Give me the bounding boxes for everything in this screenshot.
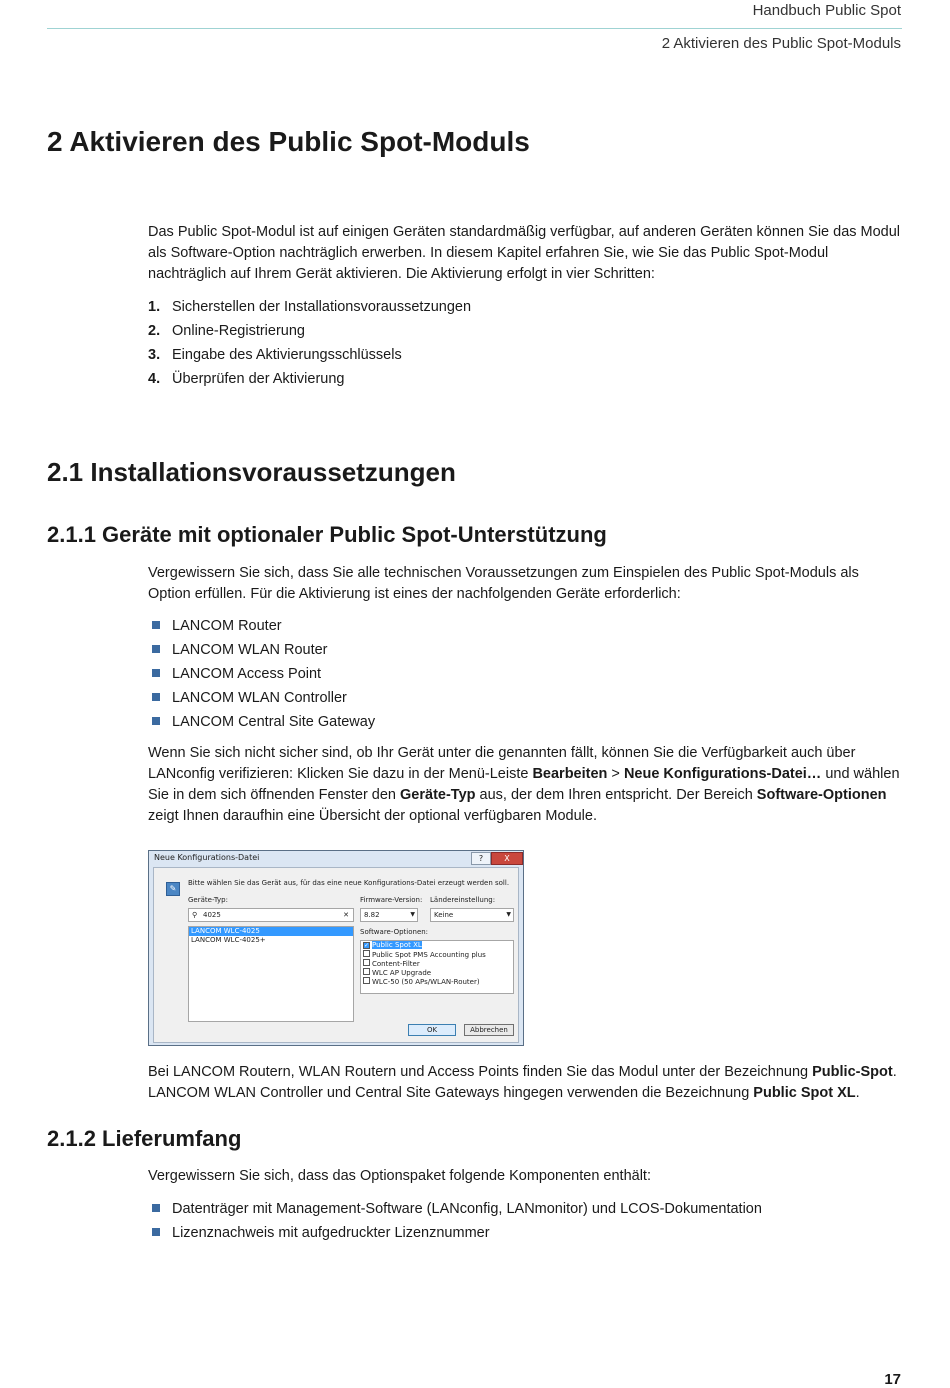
software-options-label: Software-Optionen: [360, 928, 429, 936]
bullet-icon [152, 645, 160, 653]
bullet-icon [152, 693, 160, 701]
list-item: Datenträger mit Management-Software (LANconfig, LANmonitor) und LCOS-Dokumentation [152, 1197, 762, 1221]
section-2-1-1-intro: Vergewissern Sie sich, dass Sie alle technischen Voraussetzungen zum Einspielen des Public Spot-Moduls als Option erfüllen. Für die Aktivierung ist eines der nachfolgenden Geräte erforderlich: [148, 565, 859, 602]
header-rule [47, 28, 902, 29]
bullet-icon [152, 621, 160, 629]
page-number: 17 [884, 1371, 901, 1388]
option-public-spot-xl[interactable]: ✓ Public Spot XL [364, 941, 422, 949]
device-search-input[interactable]: ⚲ 4025 ✕ [188, 908, 354, 922]
header-title: Handbuch Public Spot [752, 2, 901, 19]
step-item: 1. Sicherstellen der Installationsvoraussetzungen [148, 299, 472, 315]
list-item[interactable]: LANCOM WLC-4025+ [191, 936, 266, 944]
step-item: 4. Überprüfen der Aktivierung [148, 371, 345, 387]
checkbox[interactable] [363, 959, 370, 966]
clear-icon[interactable]: ✕ [343, 911, 349, 919]
section-2-1-title: 2.1 Installationsvoraussetzungen [47, 457, 456, 487]
country-select[interactable]: Keine ▼ [430, 908, 514, 922]
config-dialog-screenshot [148, 850, 524, 1046]
list-item: LANCOM Central Site Gateway [152, 710, 375, 734]
dialog-title: Neue Konfigurations-Datei [154, 853, 260, 862]
cancel-button[interactable]: Abbrechen [464, 1024, 514, 1036]
device-listbox[interactable] [188, 926, 354, 1022]
country-label: Ländereinstellung: [430, 896, 496, 904]
section-2-1-2-title: 2.1.2 Lieferumfang [47, 1126, 242, 1151]
bullet-icon [152, 1204, 160, 1212]
dialog-instruction: Bitte wählen Sie das Gerät aus, für das eine neue Konfigurations-Datei erzeugt werden soll. [188, 879, 510, 887]
bullet-icon [152, 717, 160, 725]
chevron-down-icon: ▼ [410, 911, 415, 918]
ok-button[interactable]: OK [408, 1024, 456, 1036]
list-item: LANCOM WLAN Router [152, 638, 375, 662]
option-content-filter[interactable]: Content-Filter [361, 959, 513, 968]
checkbox[interactable] [363, 950, 370, 957]
software-options-list[interactable] [360, 940, 514, 994]
dialog-body [153, 867, 519, 1043]
module-name-paragraph: Bei LANCOM Routern, WLAN Routern und Access Points finden Sie das Modul unter der Bezeichnung Public-Spot. LANCOM WLAN Controller und Central Site Gateways hingegen verwenden die Bezeichnung Public Spot XL. [148, 1064, 897, 1101]
package-list [152, 1197, 762, 1245]
step-item: 3. Eingabe des Aktivierungsschlüssels [148, 347, 402, 363]
firmware-label: Firmware-Version: [360, 896, 423, 904]
checkbox[interactable] [363, 968, 370, 975]
section-2-1-2-intro: Vergewissern Sie sich, dass das Optionspaket folgende Komponenten enthält: [148, 1168, 651, 1184]
list-item: LANCOM Access Point [152, 662, 375, 686]
device-type-label: Geräte-Typ: [188, 896, 228, 904]
list-item: Lizenznachweis mit aufgedruckter Lizenznummer [152, 1221, 762, 1245]
checkbox[interactable]: ✓ [364, 942, 370, 949]
steps-list [148, 295, 471, 391]
device-list [152, 614, 375, 734]
checkbox[interactable] [363, 977, 370, 984]
intro-paragraph: Das Public Spot-Modul ist auf einigen Geräten standardmäßig verfügbar, auf anderen Geräten können Sie das Modul als Software-Option nachträglich erwerben. In diesem Kapitel erfahren Sie, wie Sie das Public Spot-Modul nachträglich auf Ihrem Gerät aktivieren. Die Aktivierung erfolgt in vier Schritten: [148, 224, 901, 282]
verify-paragraph: Wenn Sie sich nicht sicher sind, ob Ihr Gerät unter die genannten fällt, können Sie die Verfügbarkeit auch über LANconfig verifizieren: Klicken Sie dazu in der Menü-Leiste Bearbeiten > Neue Konfigurations-Datei… und wählen Sie in dem sich öffnenden Fenster den Geräte-Typ aus, der dem Ihren entspricht. Der Bereich Software-Optionen zeigt Ihnen daraufhin eine Übersicht der optional verfügbaren Module. [148, 745, 900, 824]
option-wlc-ap-upgrade[interactable]: WLC AP Upgrade [361, 968, 513, 977]
option-wlc-50[interactable]: WLC-50 (50 APs/WLAN-Router) [361, 977, 513, 986]
list-item: LANCOM Router [152, 614, 375, 638]
step-item: 2. Online-Registrierung [148, 323, 305, 339]
chevron-down-icon: ▼ [506, 911, 511, 918]
list-item: LANCOM WLAN Controller [152, 686, 375, 710]
list-item[interactable]: LANCOM WLC-4025 [189, 927, 353, 936]
section-2-1-1-title: 2.1.1 Geräte mit optionaler Public Spot-Unterstützung [47, 522, 607, 547]
close-button[interactable]: X [491, 852, 523, 865]
search-icon: ⚲ [192, 911, 198, 919]
config-file-icon: ✎ [166, 882, 180, 896]
bullet-icon [152, 1228, 160, 1236]
bullet-icon [152, 669, 160, 677]
firmware-select[interactable]: 8.82 ▼ [360, 908, 418, 922]
help-button[interactable]: ? [471, 852, 491, 865]
header-chapter: 2 Aktivieren des Public Spot-Moduls [661, 35, 901, 52]
option-pms-accounting[interactable]: Public Spot PMS Accounting plus [361, 950, 513, 959]
chapter-title: 2 Aktivieren des Public Spot-Moduls [47, 126, 530, 157]
